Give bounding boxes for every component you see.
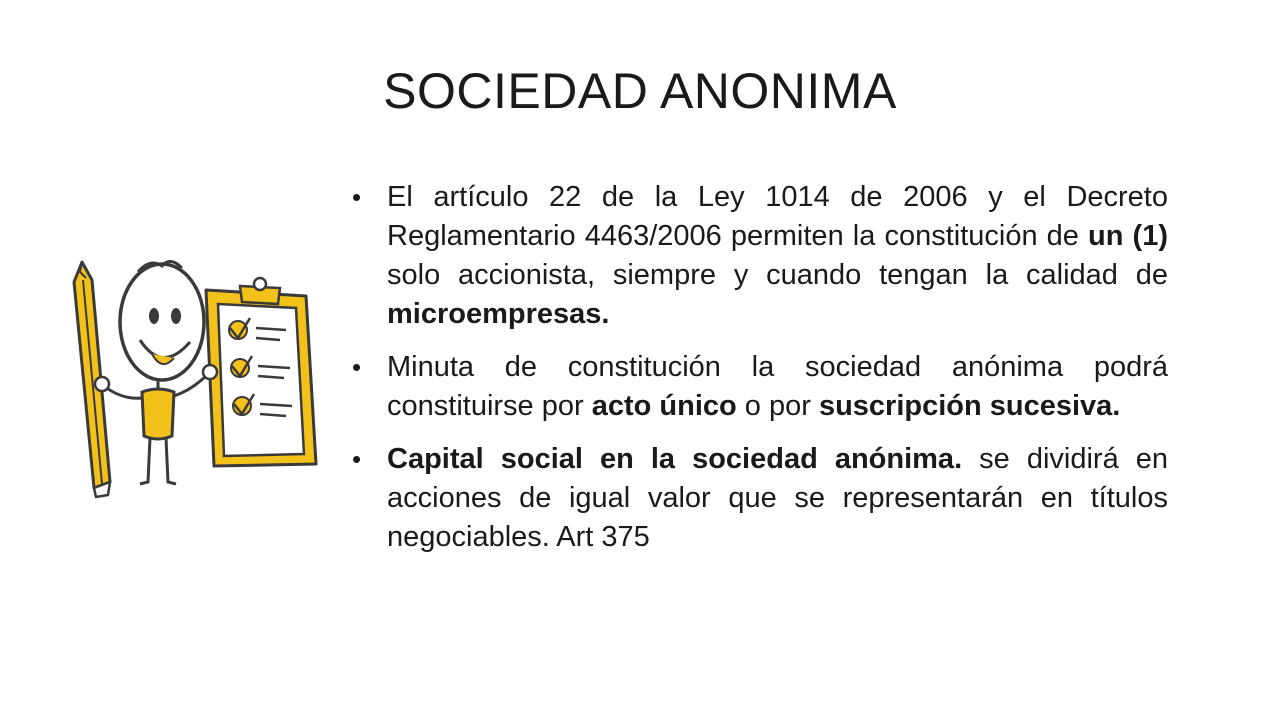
bullet-marker: •: [352, 182, 362, 212]
bullet-list: [350, 178, 1168, 557]
bullet-text-bold: un (1): [1088, 220, 1168, 252]
bullet-text-bold: acto único: [591, 390, 737, 422]
bullet-item: [350, 348, 1168, 426]
left-hand-icon: [95, 377, 109, 391]
bullet-text-bold: suscripción sucesiva.: [818, 390, 1121, 422]
bullet-text: El artículo 22 de la Ley 1014 de 2006 y el Decreto Reglamentario 4463/2006 permiten la constitución de: [387, 181, 1168, 252]
stick-figure-with-pencil-and-checklist-icon: [58, 250, 330, 510]
bullet-marker: •: [352, 444, 362, 474]
bullet-text: se dividirá en acciones de igual valor que se representarán en títulos negociables. Art 375: [387, 443, 1168, 553]
bullet-marker: •: [352, 352, 362, 382]
bullet-item: [350, 178, 1168, 334]
bullet-text: solo accionista, siempre y cuando tengan la calidad de: [387, 259, 1168, 291]
bullet-item: [350, 440, 1168, 557]
slide-body: [350, 178, 1168, 571]
illustration-svg: [58, 250, 330, 510]
bullet-text-bold: microempresas.: [387, 298, 610, 330]
right-hand-icon: [203, 365, 217, 379]
checklist-clipboard-icon: [206, 278, 316, 466]
stick-figure-icon: [104, 261, 208, 484]
bullet-text-bold: Capital social en la sociedad anónima.: [387, 443, 963, 475]
slide-title: SOCIEDAD ANONIMA: [383, 63, 897, 119]
bullet-text: o por: [736, 390, 819, 422]
bullet-text: Minuta de constitución la sociedad anónima podrá constituirse por: [387, 351, 1168, 422]
